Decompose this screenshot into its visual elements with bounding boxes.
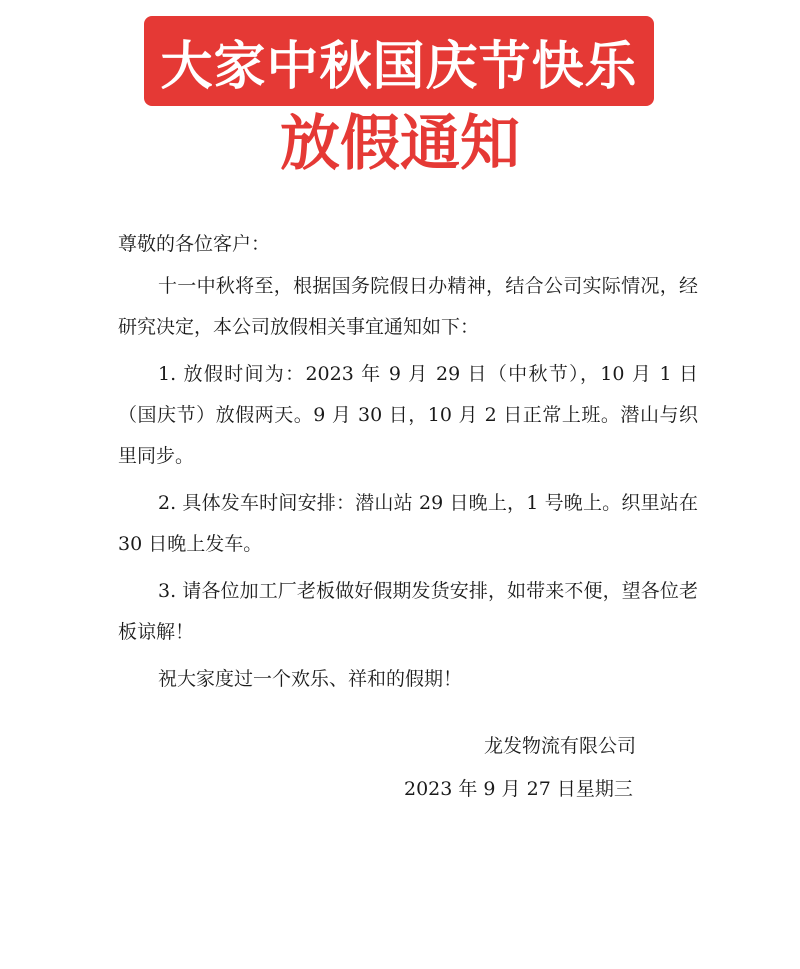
intro-paragraph: 十一中秋将至，根据国务院假日办精神，结合公司实际情况，经研究决定，本公司放假相关事宜通知如下：	[118, 275, 698, 338]
letter-date: 2023 年 9 月 27 日星期三	[404, 778, 633, 800]
holiday-banner	[144, 16, 654, 106]
banner-title: 大家中秋国庆节快乐	[160, 36, 638, 97]
letter-body	[118, 224, 698, 700]
notice-item-3: 3. 请各位加工厂老板做好假期发货安排，如带来不便，望各位老板谅解！	[118, 580, 698, 643]
salutation: 尊敬的各位客户：	[118, 233, 271, 255]
notice-item-2: 2. 具体发车时间安排：潜山站 29 日晚上，1 号晚上。织里站在 30 日晚上发车。	[118, 492, 698, 555]
company-signature: 龙发物流有限公司	[484, 735, 637, 757]
notice-item-1: 1. 放假时间为：2023 年 9 月 29 日（中秋节），10 月 1 日（国庆节）放假两天。9 月 30 日，10 月 2 日正常上班。潜山与织里同步。	[118, 363, 698, 467]
notice-title: 放假通知	[280, 109, 520, 179]
closing-wish: 祝大家度过一个欢乐、祥和的假期！	[158, 668, 463, 690]
